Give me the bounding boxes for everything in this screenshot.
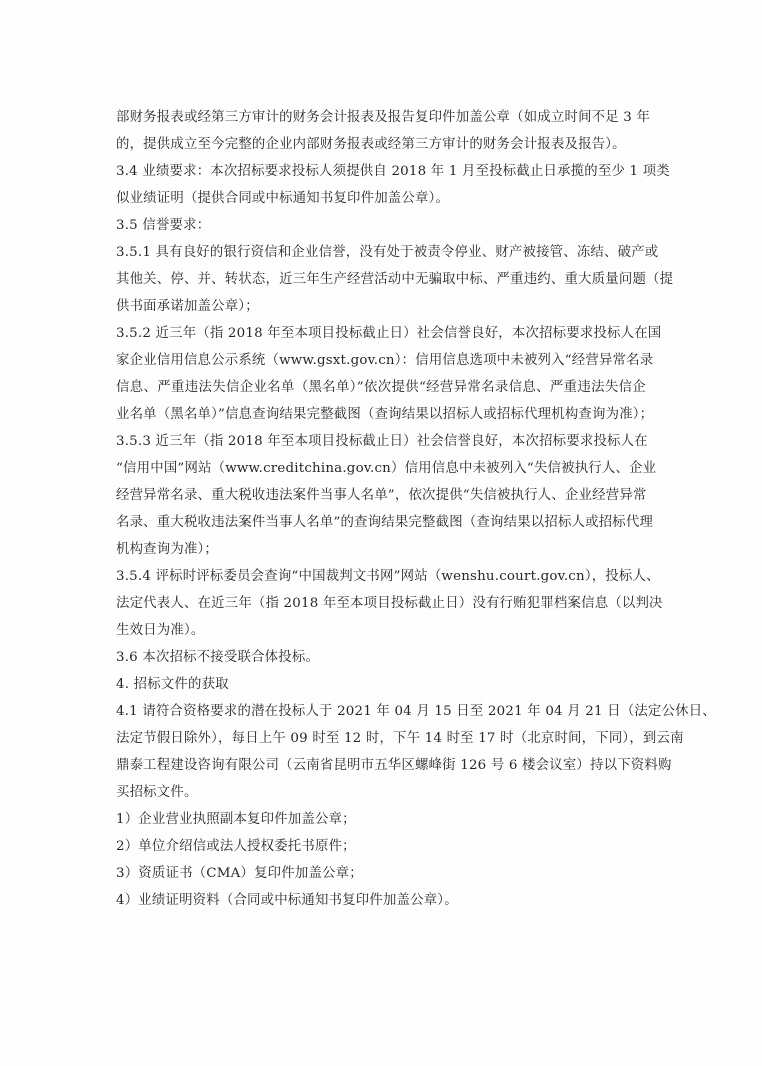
text-line: 3.5.1 具有良好的银行资信和企业信誉，没有处于被责令停业、财产被接管、冻结、破产或 [116,245,659,260]
text-line: 机构查询为准）； [116,542,219,557]
text-line: “信用中国”网站（www.creditchina.gov.cn）信用信息中未被列入“失信被执行人、企业 [116,461,657,476]
text-line: 业名单（黑名单）”信息查询结果完整截图（查询结果以招标人或招标代理机构查询为准）； [116,407,654,422]
text-line: 3.5.2 近三年（指 2018 年至本项目投标截止日）社会信誉良好，本次招标要求投标人在国 [116,326,662,341]
document-body [116,104,716,914]
text-line: 3.5.4 评标时评标委员会查询“中国裁判文书网”网站（wenshu.court.gov.cn），投标人、 [116,569,660,584]
text-line: 的，提供成立至今完整的企业内部财务报表或经第三方审计的财务会计报表及报告）。 [116,137,626,152]
text-line: 3.5.3 近三年（指 2018 年至本项目投标截止日）社会信誉良好，本次招标要求投标人在 [116,434,648,449]
text-line: 生效日为准）。 [116,623,205,638]
text-line: 买招标文件。 [116,785,198,800]
text-line: 4.1 请符合资格要求的潜在投标人于 2021 年 04 月 15 日至 2021 年 04 月 21 日（法定公休日、 [116,704,716,719]
text-line: 鼎泰工程建设咨询有限公司（云南省昆明市五华区螺峰街 126 号 6 楼会议室）持以下资料购 [116,758,672,773]
text-line: 部财务报表或经第三方审计的财务会计报表及报告复印件加盖公章（如成立时间不足 3 年 [116,110,651,125]
text-line: 经营异常名录、重大税收违法案件当事人名单”，依次提供“失信被执行人、企业经营异常 [116,488,647,503]
text-line: 3.5 信誉要求： [116,218,211,233]
text-line: 其他关、停、并、转状态，近三年生产经营活动中无骗取中标、严重违约、重大质量问题（提 [116,272,674,287]
text-line: 3.4 业绩要求：本次招标要求投标人须提供自 2018 年 1 月至投标截止日承揽的至少 1 项类 [116,164,670,179]
text-line: 供书面承诺加盖公章）； [116,299,259,314]
text-line: 法定代表人、在近三年（指 2018 年至本项目投标截止日）没有行贿犯罪档案信息（以判决 [116,596,663,611]
text-line: 信息、严重违法失信企业名单（黑名单）”依次提供“经营异常名录信息、严重违法失信企 [116,380,646,395]
text-line: 似业绩证明（提供合同或中标通知书复印件加盖公章）。 [116,191,450,206]
list-item: 2）单位介绍信或法人授权委托书原件； [116,839,356,854]
text-line: 家企业信用信息公示系统（www.gsxt.gov.cn）：信用信息选项中未被列入“经营异常名录 [116,353,654,368]
section-heading: 4. 招标文件的获取 [116,677,229,692]
text-line: 3.6 本次招标不接受联合体投标。 [116,650,320,665]
text-line: 法定节假日除外），每日上午 09 时至 12 时，下午 14 时至 17 时（北京时间，下同），到云南 [116,731,684,746]
list-item: 3）资质证书（CMA）复印件加盖公章； [116,866,363,881]
list-item: 4）业绩证明资料（合同或中标通知书复印件加盖公章）。 [116,893,458,908]
text-line: 名录、重大税收违法案件当事人名单”的查询结果完整截图（查询结果以招标人或招标代理 [116,515,654,530]
list-item: 1）企业营业执照副本复印件加盖公章； [116,812,356,827]
